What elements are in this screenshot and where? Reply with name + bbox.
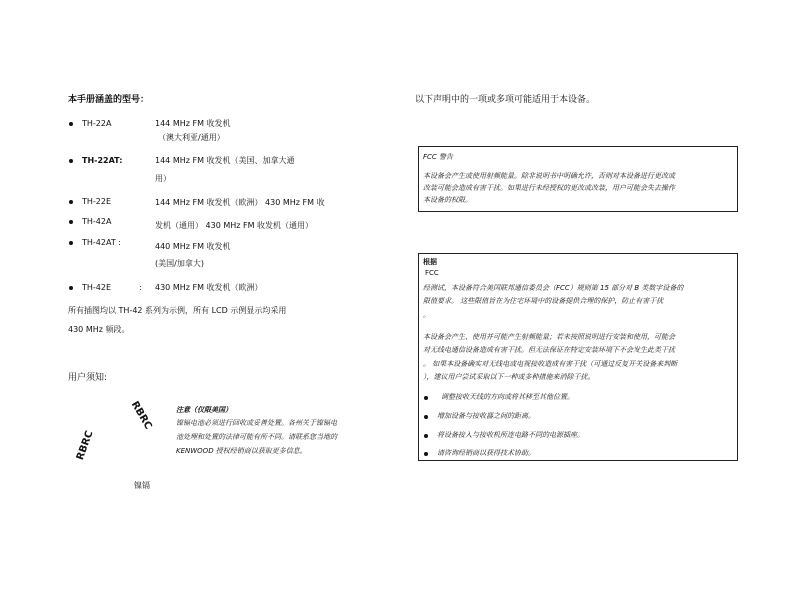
user-notice-heading: 用户须知: <box>68 373 108 383</box>
remedy-item: 将设备接入与接收机所连电路不同的电源插座。 <box>437 431 584 439</box>
model-desc: （澳大利亚/通用） <box>158 133 225 142</box>
compliance-subtitle: FCC <box>425 269 439 277</box>
caution-line: 镍镉电池必须进行回收或妥善处置。各州关于镍镉电 <box>176 419 337 427</box>
compliance-text: 经测试，本设备符合美国联邦通信委员会（FCC）规则第 15 部分对 B 类数字设备的 <box>423 284 684 292</box>
model-name: TH-42AT : <box>82 238 121 247</box>
bullet-dot <box>424 434 428 438</box>
models-heading: 本手册涵盖的型号： <box>68 95 150 105</box>
bullet-dot <box>424 452 428 456</box>
compliance-text: 限值要求。 这些限值旨在为住宅环境中的设备提供合理的保护，防止有害干扰 <box>423 297 664 305</box>
statements-intro: 以下声明中的一项或多项可能适用于本设备。 <box>415 95 596 105</box>
fcc-warning-title: FCC 警告 <box>423 153 454 161</box>
model-name: TH-42A <box>82 217 112 226</box>
compliance-text: ），建议用户尝试采取以下一种或多种措施来消除干扰。 <box>423 373 595 381</box>
bullet-dot <box>424 415 428 419</box>
remedy-item: 增加设备与接收器之间的距离。 <box>437 412 535 420</box>
rbrc-logo: RBRC <box>74 429 96 462</box>
fcc-warning-box <box>418 146 738 212</box>
compliance-text: 本设备会产生、使用并可能产生射频能量；若未按照说明进行安装和使用，可能会 <box>423 333 675 341</box>
fcc-warning-line: 本设备会产生或使用射频能量。除非说明书中明确允许，否则对本设备进行更改或 <box>423 172 675 180</box>
bullet-dot <box>69 122 73 126</box>
illustration-note: 所有插图均以 TH-42 系列为示例，所有 LCD 示例显示均采用 <box>68 306 287 315</box>
compliance-text: 对无线电通信设备造成有害干扰。但无法保证在特定安装环境下不会发生此类干扰 <box>423 346 675 354</box>
bullet-dot <box>69 159 73 163</box>
model-desc: 144 MHz FM 收发机（欧洲） 430 MHz FM 收 <box>155 198 325 207</box>
model-name: TH-22E <box>82 197 112 206</box>
model-desc: 用） <box>155 174 171 183</box>
bullet-dot <box>69 286 73 290</box>
model-desc: 144 MHz FM 收发机 <box>155 119 231 128</box>
caution-title: 注意（仅限美国） <box>176 406 232 414</box>
remedy-item: 请咨询经销商以获得技术协助。 <box>437 449 535 457</box>
bullet-dot <box>424 396 428 400</box>
caution-line: 池处理和处置的法律可能有所不同。请联系您当地的 <box>176 433 337 441</box>
bullet-dot <box>69 241 73 245</box>
bullet-dot <box>69 200 73 204</box>
model-name: TH-22A <box>82 119 112 128</box>
model-desc: (美国/加拿大) <box>155 259 204 268</box>
caution-line: KENWOOD 授权经销商以获取更多信息。 <box>176 447 307 455</box>
model-desc: 430 MHz FM 收发机（欧洲） <box>155 283 263 292</box>
illustration-note: 430 MHz 频段。 <box>68 325 130 334</box>
model-separator: : <box>139 283 142 292</box>
compliance-title: 根据 <box>423 258 437 266</box>
fcc-compliance-box <box>418 253 738 461</box>
fcc-warning-line: 改装可能会造成有害干扰。如果进行未经授权的更改或改装，用户可能会失去操作 <box>423 184 675 192</box>
compliance-text: 。 如果本设备确实对无线电或电视接收造成有害干扰（可通过反复开关设备来判断 <box>423 360 678 368</box>
model-name: TH-22AT: <box>82 156 123 165</box>
nicd-label: 镍镉 <box>134 481 150 490</box>
bullet-dot <box>69 220 73 224</box>
model-desc: 发机（通用） 430 MHz FM 收发机（通用） <box>155 221 314 230</box>
compliance-text: 。 <box>423 311 430 319</box>
fcc-warning-line: 本设备的权限。 <box>423 196 472 204</box>
rbrc-logo: RBRC <box>128 399 154 432</box>
model-desc: 440 MHz FM 收发机 <box>155 242 231 251</box>
model-name: TH-42E <box>82 283 112 292</box>
remedy-item: 调整接收天线的方向或将其移至其他位置。 <box>441 393 574 401</box>
model-desc: 144 MHz FM 收发机（美国、加拿大通 <box>155 156 295 165</box>
